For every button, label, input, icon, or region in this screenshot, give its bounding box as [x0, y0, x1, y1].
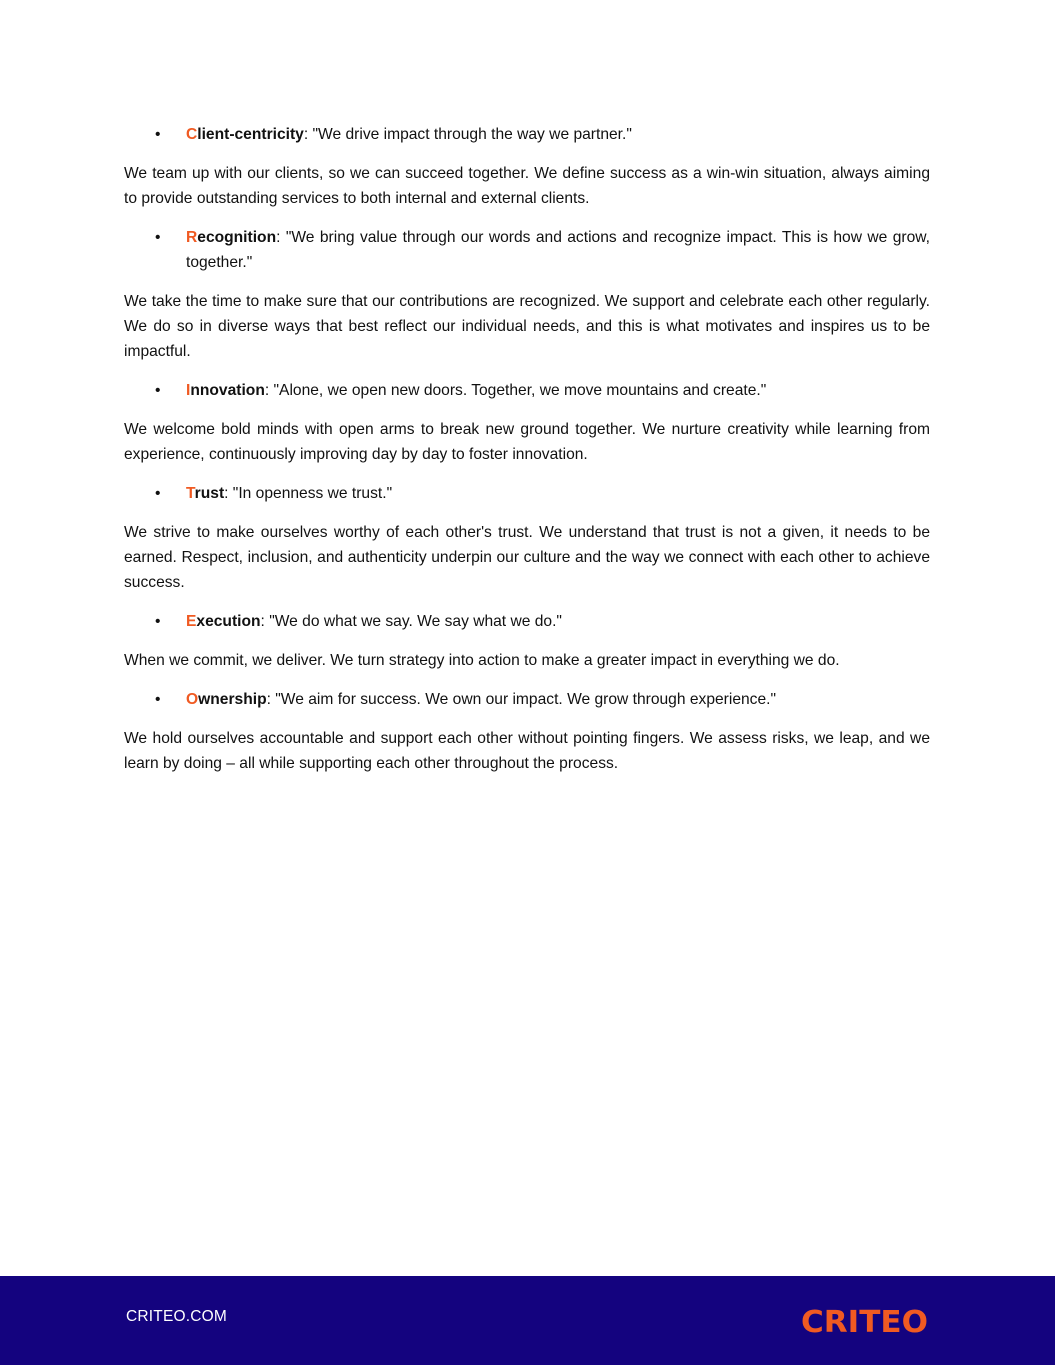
value-initial: R	[186, 229, 198, 246]
value-quote: : "In openness we trust."	[224, 485, 393, 502]
bullet-icon: •	[155, 126, 161, 143]
value-initial: E	[186, 613, 197, 630]
value-initial: C	[186, 126, 198, 143]
value-initial: T	[186, 485, 195, 502]
page-footer	[0, 1276, 1055, 1365]
bullet-icon: •	[155, 691, 161, 708]
value-title-rest: rust	[194, 485, 225, 502]
value-bullet-execution	[124, 609, 930, 634]
value-title-rest: nnovation	[190, 382, 265, 399]
value-description: We team up with our clients, so we can succeed together. We define success as a win-win situation, always aiming to provide outstanding services to both internal and external clients.	[124, 165, 930, 207]
value-quote: : "We drive impact through the way we partner."	[303, 126, 632, 143]
bullet-icon: •	[155, 485, 161, 502]
value-title-rest: wnership	[198, 691, 267, 708]
value-description: We welcome bold minds with open arms to break new ground together. We nurture creativity while learning from experience, continuously improving day by day to foster innovation.	[124, 421, 930, 463]
value-title-rest: ecognition	[197, 229, 277, 246]
value-quote: : "We aim for success. We own our impact. We grow through experience."	[266, 691, 777, 708]
value-title-rest: lient-centricity	[197, 126, 304, 143]
value-bullet-trust	[124, 481, 930, 506]
logo-wordmark: CRITEO	[801, 1306, 928, 1334]
value-title-rest: xecution	[196, 613, 261, 630]
value-bullet-recognition	[124, 225, 930, 275]
criteo-logo	[801, 1306, 929, 1334]
bullet-icon: •	[155, 613, 161, 630]
value-description: We strive to make ourselves worthy of each other's trust. We understand that trust is not a given, it needs to be earned. Respect, inclusion, and authenticity underpin our culture and the way we connect with each other to achieve success.	[124, 524, 930, 591]
value-description: We take the time to make sure that our contributions are recognized. We support and celebrate each other regularly. We do so in diverse ways that best reflect our individual needs, and this is what motivates and inspires us to be impactful.	[124, 293, 930, 360]
document-body	[124, 122, 930, 790]
value-bullet-ownership	[124, 687, 930, 712]
footer-url-link[interactable]: CRITEO.COM	[126, 1308, 228, 1325]
value-quote: : "We do what we say. We say what we do."	[260, 613, 562, 630]
value-bullet-client-centricity	[124, 122, 930, 147]
value-bullet-innovation	[124, 378, 930, 403]
value-quote: : "We bring value through our words and actions and recognize impact. This is how we grow, together."	[186, 229, 930, 271]
value-initial: I	[186, 382, 191, 399]
value-quote: : "Alone, we open new doors. Together, we move mountains and create."	[264, 382, 767, 399]
value-initial: O	[186, 691, 199, 708]
value-description: When we commit, we deliver. We turn strategy into action to make a greater impact in everything we do.	[124, 652, 840, 669]
value-description: We hold ourselves accountable and support each other without pointing fingers. We assess risks, we leap, and we learn by doing – all while supporting each other throughout the process.	[124, 730, 930, 772]
bullet-icon: •	[155, 382, 161, 399]
bullet-icon: •	[155, 229, 161, 246]
